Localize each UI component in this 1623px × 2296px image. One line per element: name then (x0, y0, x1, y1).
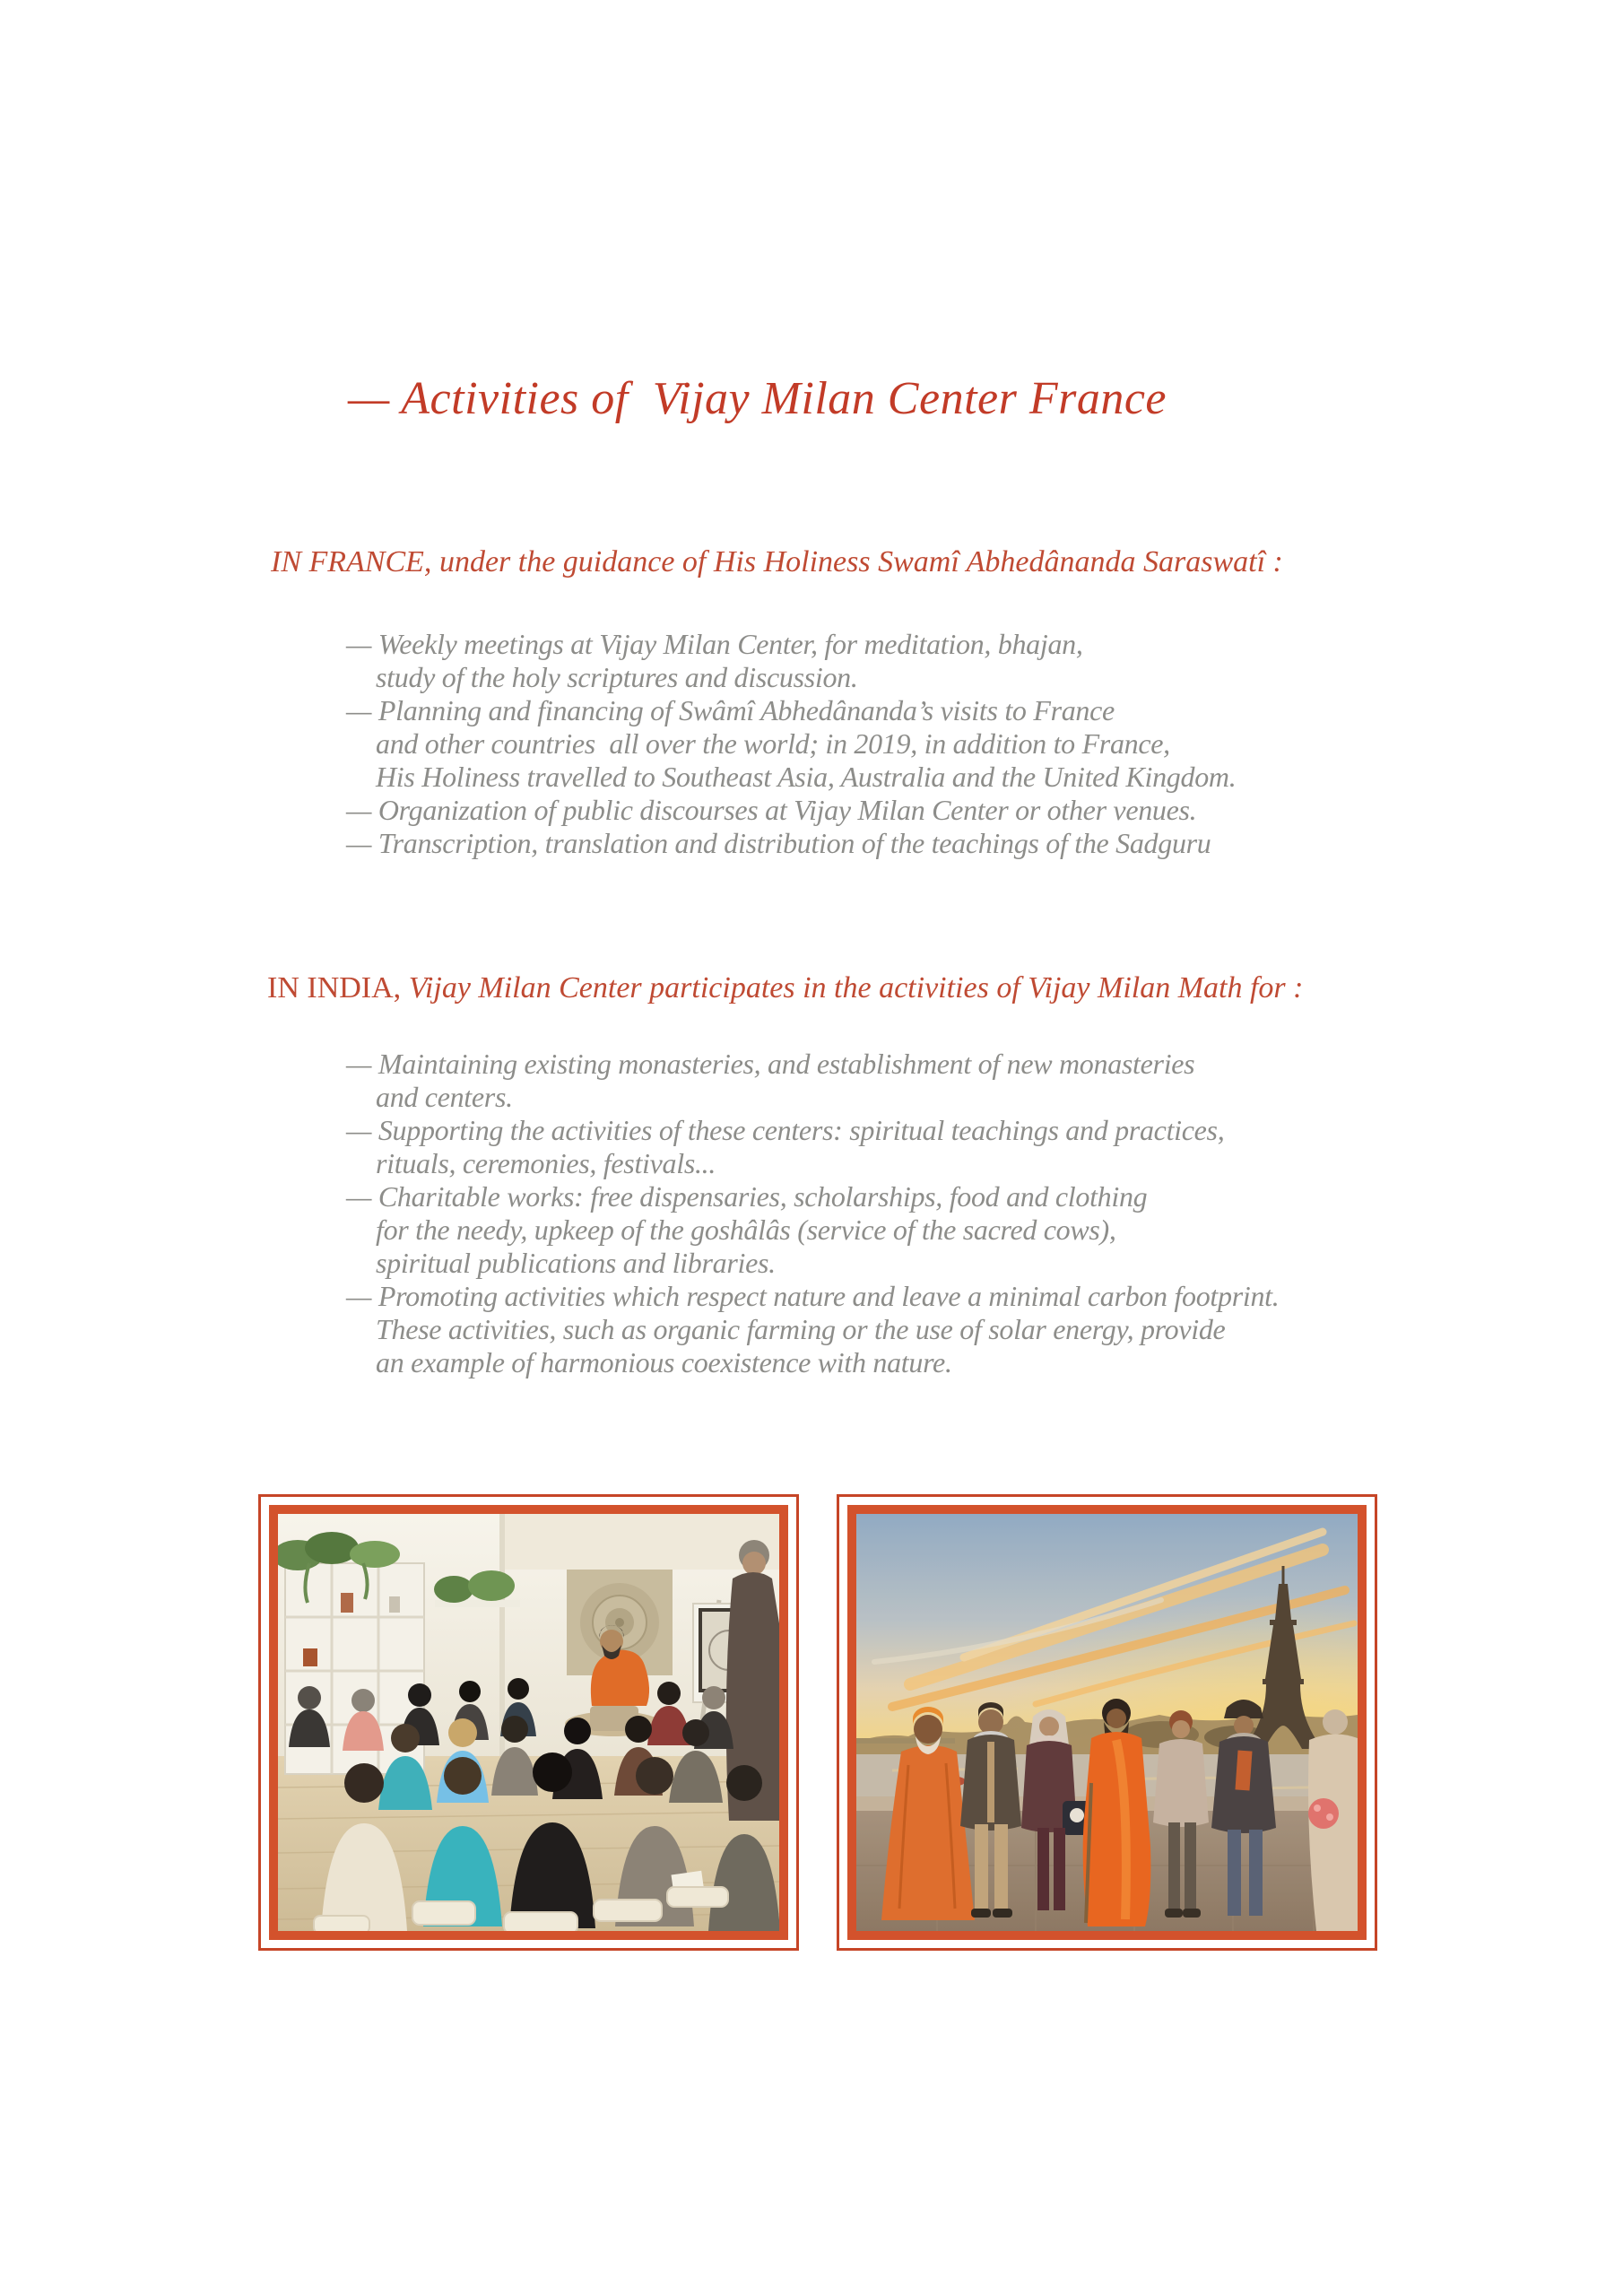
meditation-room-illustration (278, 1514, 779, 1931)
list-line: — Transcription, translation and distribution of the teachings of the Sadguru (346, 827, 1211, 859)
page-title: — Activities of Vijay Milan Center France (348, 373, 1167, 424)
heading-india-lead: IN INDIA, (267, 971, 402, 1004)
bullet-list-france (346, 628, 1236, 860)
list-line: spiritual publications and libraries. (376, 1247, 776, 1279)
list-line: and other countries all over the world; in 2019, in addition to France, (376, 727, 1170, 760)
list-line: — Supporting the activities of these centers: spiritual teachings and practices, (346, 1114, 1225, 1146)
list-line: study of the holy scriptures and discussion. (376, 661, 858, 693)
section-heading-france (271, 545, 1283, 579)
list-line: — Promoting activities which respect nature and leave a minimal carbon footprint. (346, 1280, 1280, 1312)
bullet-list-india (346, 1048, 1279, 1379)
heading-india-rest: Vijay Milan Center participates in the activities of Vijay Milan Math for : (401, 971, 1304, 1004)
list-line: — Weekly meetings at Vijay Milan Center, for meditation, bhajan, (346, 628, 1083, 660)
list-line: — Maintaining existing monasteries, and establishment of new monasteries (346, 1048, 1195, 1080)
list-line: an example of harmonious coexistence with nature. (376, 1346, 952, 1378)
meditation-gathering-photo-inner (269, 1505, 788, 1940)
meditation-gathering-photo (258, 1494, 799, 1951)
warm-tint-overlay (856, 1514, 1358, 1931)
group-near-eiffel-tower-photo-inner (847, 1505, 1367, 1940)
heading-france-lead: IN FRANCE, (271, 545, 432, 578)
paris-sunset-illustration (856, 1514, 1358, 1931)
list-line: — Planning and financing of Swâmî Abhedânanda’s visits to France (346, 694, 1115, 726)
list-line: — Organization of public discourses at Vijay Milan Center or other venues. (346, 794, 1197, 826)
list-line: for the needy, upkeep of the goshâlâs (service of the sacred cows), (376, 1213, 1116, 1246)
list-line: and centers. (376, 1081, 513, 1113)
section-heading-india (267, 971, 1303, 1005)
list-line: — Charitable works: free dispensaries, scholarships, food and clothing (346, 1180, 1148, 1213)
list-line: rituals, ceremonies, festivals... (376, 1147, 716, 1179)
list-line: These activities, such as organic farming or the use of solar energy, provide (376, 1313, 1226, 1345)
ceiling-recess (502, 1514, 779, 1570)
list-line: His Holiness travelled to Southeast Asia, Australia and the United Kingdom. (376, 761, 1237, 793)
heading-france-rest: under the guidance of His Holiness Swamî Abhedânanda Saraswatî : (431, 545, 1283, 578)
group-near-eiffel-tower-photo (837, 1494, 1377, 1951)
